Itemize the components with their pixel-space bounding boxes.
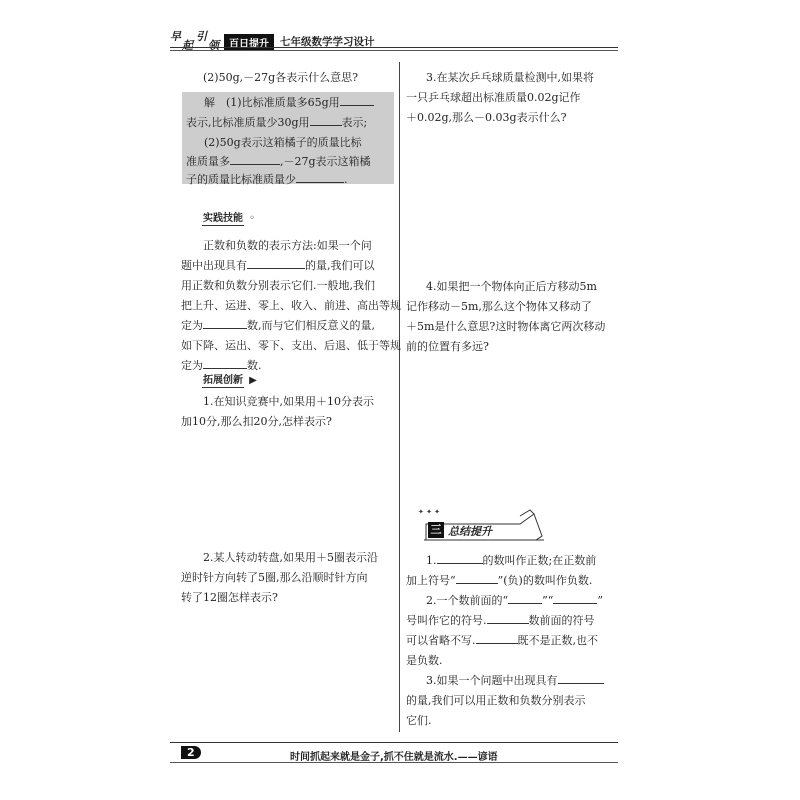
summary-1-line-1 xyxy=(426,551,596,571)
summary-3-line-1 xyxy=(426,671,604,691)
summary-2-line-4: 是负数. xyxy=(406,654,443,667)
exercise-1-line-2: 加10分,那么扣20分,怎样表示? xyxy=(181,415,332,428)
summary-label: 总结提升 xyxy=(448,525,492,538)
practice-text: 定为 xyxy=(181,359,203,372)
question-4-line-3: ＋5m是什么意思?这时物体离它两次移动 xyxy=(406,320,606,333)
practice-line-4: 把上升、运进、零上、收入、前进、高出等规 xyxy=(181,299,401,312)
summary-1-line-2 xyxy=(406,571,592,591)
summary-text: ”(负)的数叫作负数. xyxy=(497,574,593,587)
circle-bullet-icon: ◦ xyxy=(249,213,255,224)
summary-text: 1. xyxy=(426,554,437,567)
answer-line-5 xyxy=(186,170,348,190)
triangle-arrow-icon: ▶ xyxy=(249,375,257,386)
summary-blank xyxy=(456,571,498,584)
page-number: 2 xyxy=(181,746,201,759)
column-divider xyxy=(399,62,400,732)
logo-char: 引 xyxy=(196,30,206,43)
practice-blank xyxy=(247,256,305,269)
practice-text: 数. xyxy=(247,359,262,372)
summary-3-line-2: 的量,我们可以用正数和负数分别表示 xyxy=(406,694,586,707)
summary-blank xyxy=(476,631,518,644)
header-title: 七年级数学学习设计 xyxy=(280,36,375,48)
summary-blank xyxy=(487,611,529,624)
summary-text: 的数叫作正数;在正数前 xyxy=(482,554,597,567)
answer-text: 表示,比标准质量少30g用 xyxy=(186,116,310,129)
svg-text:✦ ✦ ✦: ✦ ✦ ✦ xyxy=(418,508,441,516)
practice-line-5 xyxy=(181,316,375,336)
question-3-line-3: ＋0.02g,那么－0.03g表示什么? xyxy=(406,111,567,124)
answer-blank xyxy=(340,93,374,106)
summary-blank xyxy=(508,591,542,604)
answer-text: 准质量多 xyxy=(186,155,230,168)
answer-line-1 xyxy=(204,93,374,113)
answer-text: . xyxy=(344,173,348,186)
header-rule xyxy=(170,47,618,48)
practice-text: 的量,我们可以 xyxy=(305,259,375,272)
summary-text: 3.如果一个问题中出现具有 xyxy=(426,674,558,687)
summary-2-line-3 xyxy=(406,631,598,651)
answer-line-3: (2)50g表示这箱橘子的质量比标 xyxy=(204,136,362,149)
expand-label-text: 拓展创新 xyxy=(203,375,243,386)
exercise-2-line-1: 2.某人转动转盘,如果用＋5圈表示沿 xyxy=(203,551,378,564)
practice-text: 定为 xyxy=(181,319,203,332)
summary-text: 号叫作它的符号. xyxy=(406,614,487,627)
practice-text: 数,而与它们相反意义的量, xyxy=(247,319,375,332)
answer-blank xyxy=(296,170,344,183)
header-badge: 百日提升 xyxy=(224,34,274,51)
answer-line-2 xyxy=(186,113,367,133)
footer-rule-thin xyxy=(170,762,618,763)
practice-line-3: 用正数和负数分别表示它们.一般地,我们 xyxy=(181,279,375,292)
summary-text: ”“ xyxy=(542,594,554,607)
summary-3-line-3: 它们. xyxy=(406,714,432,727)
answer-blank xyxy=(230,152,280,165)
answer-blank xyxy=(310,113,342,126)
practice-text: 题中出现具有 xyxy=(181,259,247,272)
expand-section-label xyxy=(202,368,257,387)
summary-2-line-1 xyxy=(426,591,603,611)
summary-text: 数前面的符号 xyxy=(528,614,595,627)
exercise-1-line-1: 1.在知识竞赛中,如果用＋10分表示 xyxy=(203,395,374,408)
footer-rule xyxy=(170,742,618,743)
summary-blank xyxy=(558,671,604,684)
question-4-line-4: 前的位置有多远? xyxy=(406,340,489,353)
summary-text: 加上符号“ xyxy=(406,574,456,587)
summary-text: ” xyxy=(597,594,603,607)
question-4-line-1: 4.如果把一个物体向正后方移动5m xyxy=(426,280,597,293)
answer-text: ,－27g表示这箱橘 xyxy=(280,155,371,168)
summary-blank xyxy=(437,551,483,564)
practice-line-6: 如下降、运出、零下、支出、后退、低于等规 xyxy=(181,339,401,352)
answer-text: 解 (1)比标准质量多65g用 xyxy=(204,96,340,109)
summary-blank xyxy=(553,591,597,604)
practice-label-text: 实践技能 xyxy=(203,213,243,224)
answer-text: 表示; xyxy=(341,116,368,129)
exercise-2-line-3: 转了12圈怎样表示? xyxy=(181,591,278,604)
exercise-2-line-2: 逆时针方向转了5圈,那么沿顺时针方向 xyxy=(181,571,368,584)
logo-char: 领 xyxy=(208,39,218,52)
footer-motto: 时间抓起来就是金子,抓不住就是流水.——谚语 xyxy=(290,752,498,763)
logo-char: 起 xyxy=(182,39,192,52)
header-rule-thin xyxy=(170,50,618,51)
practice-line-2 xyxy=(181,256,375,276)
summary-text: 既不是正数,也不 xyxy=(517,634,598,647)
summary-text: 2.一个数前面的“ xyxy=(426,594,509,607)
summary-number: 三 xyxy=(428,522,444,538)
question-3-line-1: 3.在某次乒乓球质量检测中,如果将 xyxy=(426,71,594,84)
summary-text: 可以省略不写. xyxy=(406,634,476,647)
summary-banner xyxy=(416,506,546,542)
practice-line-1: 正数和负数的表示方法:如果一个问 xyxy=(203,239,372,252)
question-3-line-2: 一只乒乓球超出标准质量0.02g记作 xyxy=(406,91,581,104)
logo-char: 早 xyxy=(170,30,180,43)
summary-2-line-2 xyxy=(406,611,595,631)
question-2: (2)50g,－27g各表示什么意思? xyxy=(203,71,359,84)
question-4-line-2: 记作移动－5m,那么这个物体又移动了 xyxy=(406,300,592,313)
answer-text: 子的质量比标准质量少 xyxy=(186,173,296,186)
answer-line-4 xyxy=(186,152,371,172)
practice-blank xyxy=(203,316,247,329)
practice-section-label xyxy=(202,206,255,225)
answer-box xyxy=(182,92,394,184)
